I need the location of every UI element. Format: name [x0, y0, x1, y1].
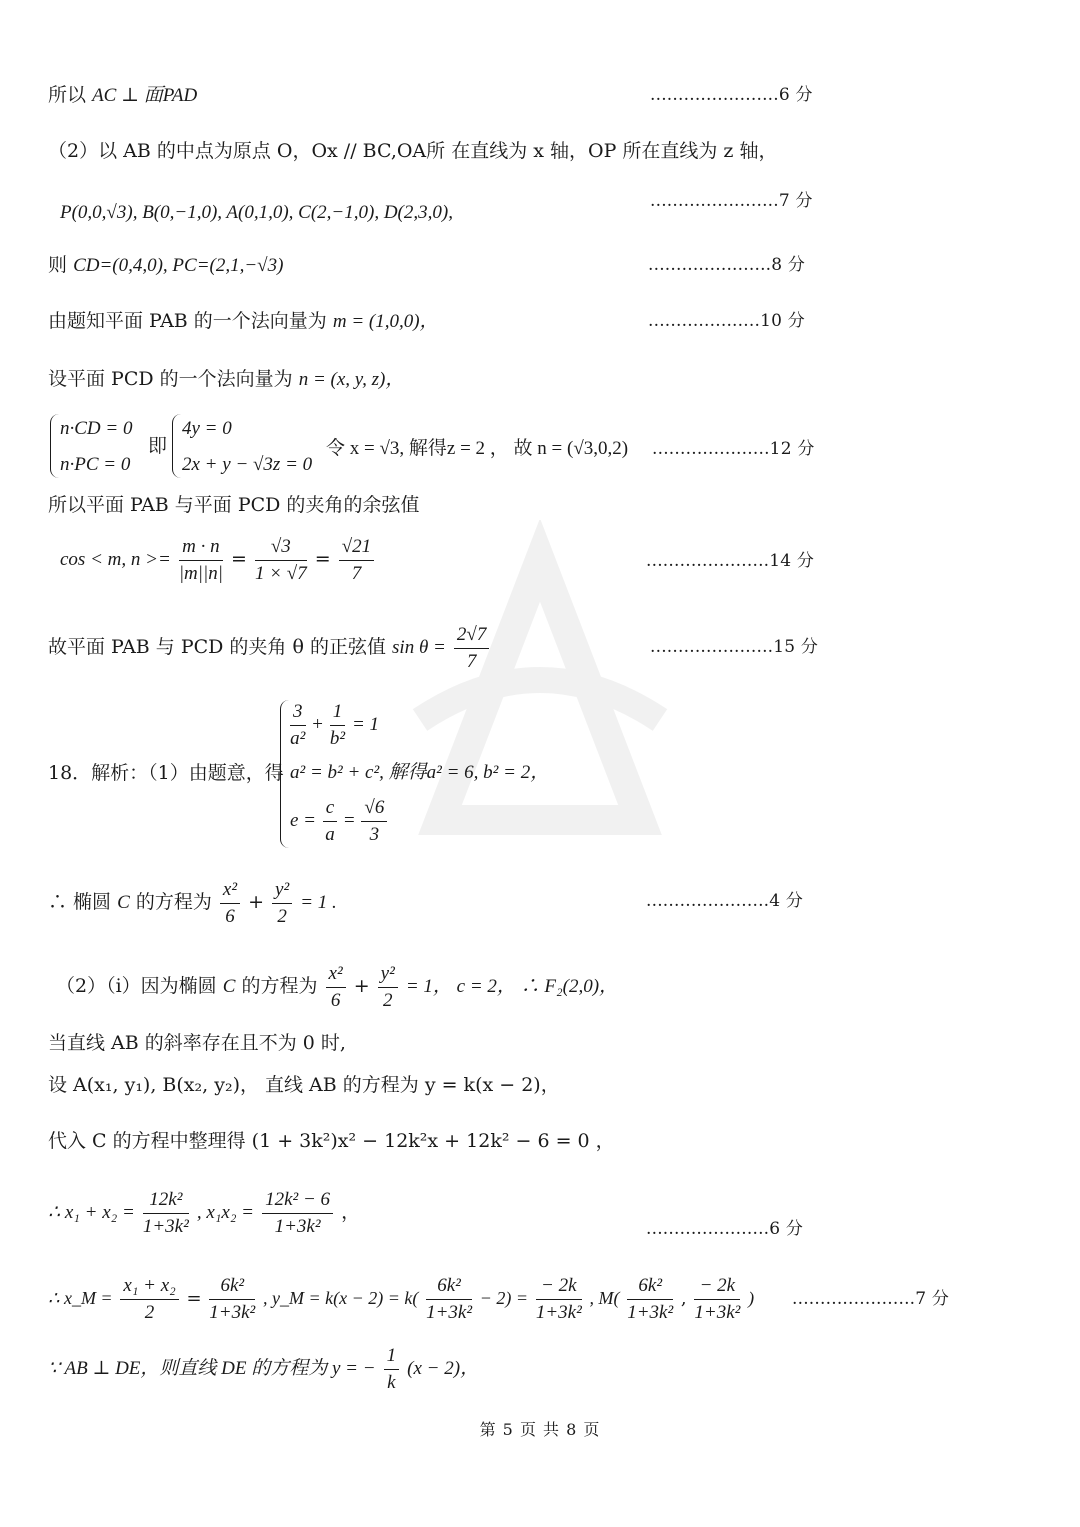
math-expression: CD=(0,4,0), PC=(2,1,−√3) — [73, 255, 284, 276]
math-expression: AC ⊥ 面PAD — [92, 85, 198, 106]
line-normal-n — [48, 366, 404, 393]
denominator: 2 — [277, 905, 287, 927]
system-eq-3: 4y = 0 — [182, 418, 232, 439]
line-line-ab: 设 A(x₁, y₁), B(x₂, y₂)， 直线 AB 的方程为 y = k(x − 2)， — [48, 1074, 560, 1096]
denominator: 2 — [144, 1301, 155, 1323]
numerator: 12k² — [143, 1188, 189, 1214]
fraction-x2-over-6 — [326, 962, 346, 1013]
fraction-sqrt21-over-7 — [339, 535, 374, 586]
text: 由题知平面 PAB 的一个法向量为 — [48, 310, 327, 332]
math-rhs: = 1 . — [300, 892, 337, 913]
line-coordinate-setup: （2）以 AB 的中点为原点 O，Ox // BC,OA所 在直线为 x 轴，OP 所在直线为 z 轴， — [48, 140, 778, 162]
numerator: 1 — [330, 700, 346, 726]
numerator: c — [323, 796, 337, 822]
score-7: .......................7 分 — [650, 191, 813, 211]
line-cos-formula: cos < m, n >= $\frac{m \cdot n}{|m||n|}$ = $\frac{√3}{1 \times √7}$ = $\frac{√21}{7}$ — [60, 524, 376, 595]
numerator: 2√7 — [454, 623, 489, 649]
line-solve-n: 令 x = √3, 解得z = 2 ， 故 n = (√3,0,2) — [326, 438, 629, 459]
text-prefix: ∴ 椭圆 — [48, 891, 112, 913]
fraction-c-over-a — [323, 796, 337, 847]
fraction-mx — [627, 1274, 673, 1325]
numerator: √3 — [255, 535, 307, 561]
fraction-3-over-a2 — [290, 700, 306, 751]
numerator: − 2k — [536, 1274, 582, 1300]
fraction-my — [694, 1274, 740, 1325]
math-lhs: ∴ x₁ + x₂ = — [48, 1202, 135, 1223]
numerator: y² — [272, 878, 292, 904]
fraction-ym — [536, 1274, 582, 1325]
math-tail: (x − 2)， — [407, 1358, 480, 1379]
fraction-sqrt3-over-sqrt7 — [255, 535, 307, 586]
score-10: ....................10 分 — [648, 311, 805, 331]
math-rhs: = 1， c = 2， ∴ F₂(2,0)， — [405, 976, 619, 997]
denominator: k — [387, 1371, 396, 1393]
numerator: 12k² − 6 — [262, 1188, 333, 1214]
numerator: √6 — [361, 796, 387, 822]
line-slope-condition: 当直线 AB 的斜率存在且不为 0 时, — [48, 1032, 346, 1054]
denominator: 7 — [351, 562, 362, 584]
numerator: 6k² — [209, 1274, 255, 1300]
fraction-y2-over-2 — [378, 962, 398, 1013]
system-eq-1: n·CD = 0 — [60, 418, 133, 439]
numerator: 1 — [384, 1344, 400, 1370]
numerator: x² — [220, 878, 240, 904]
numerator: √21 — [339, 535, 374, 561]
line-point-coordinates: P(0,0,√3), B(0,−1,0), A(0,1,0), C(2,−1,0), D(2,3,0), — [60, 202, 453, 223]
numerator: 6k² — [426, 1274, 472, 1300]
denominator: 1+3k² — [627, 1301, 674, 1323]
score-6b: ......................6 分 — [646, 1219, 804, 1239]
numerator: − 2k — [694, 1274, 740, 1300]
denominator: 1 × √7 — [254, 562, 307, 584]
math-lhs: cos < m, n >= — [60, 549, 171, 570]
numerator: 6k² — [627, 1274, 673, 1300]
line-vectors-cd-pc — [48, 252, 283, 279]
line-ac-perp-pad — [48, 82, 197, 109]
line-part2-focus: （2）（i）因为椭圆 C 的方程为 $\frac{\text{x²}}{6}$ + $\frac{\text{y²}}{2}$ = 1， c = 2， ∴ F₂(2,0)， — [56, 962, 619, 1011]
fraction-dot-over-abs — [179, 535, 223, 586]
score-8: ......................8 分 — [648, 255, 806, 275]
numerator: x² — [326, 962, 346, 988]
math-rhs: = 1 — [351, 713, 380, 735]
text-prefix: 所以 — [48, 84, 87, 106]
text-ji: 即 — [148, 436, 168, 457]
fraction-sqrt6-over-3 — [361, 796, 387, 847]
score-6: .......................6 分 — [650, 85, 813, 105]
text: 的方程为 — [241, 975, 318, 997]
left-brace — [172, 414, 181, 478]
left-brace — [50, 414, 59, 478]
system-eq-eccentricity: e = $\frac{c}{a}$ = $\frac{√6}{3}$ — [290, 796, 389, 847]
denominator: 1+3k² — [694, 1301, 741, 1323]
fraction-x2-over-6 — [220, 878, 240, 929]
math-mid: − 2) = — [479, 1288, 529, 1308]
fraction-2sqrt7-over-7 — [454, 623, 489, 674]
score-15: ......................15 分 — [650, 637, 819, 657]
system-eq-ellipse-point: $\frac{3}{\text{a²}}$ + $\frac{1}{\text{b²}}$ = 1 — [290, 701, 380, 749]
line-de-equation — [48, 1340, 479, 1397]
denominator: 1+3k² — [426, 1301, 473, 1323]
fraction-y2-over-2 — [272, 878, 292, 929]
text: 故平面 PAB 与 PCD 的夹角 θ 的正弦值 — [48, 636, 386, 658]
denominator: a — [325, 824, 335, 845]
line-sin-result — [48, 618, 491, 677]
denominator: b² — [329, 728, 346, 749]
math-expression: m = (1,0,0)， — [332, 311, 439, 332]
denominator: 1+3k² — [209, 1301, 256, 1323]
math-lhs: sin θ = — [392, 637, 446, 658]
denominator: 3 — [369, 824, 380, 845]
denominator: 6 — [330, 989, 341, 1011]
math-mid: , y_M = k(x − 2) = k( — [262, 1288, 419, 1308]
text: 设平面 PCD 的一个法向量为 — [48, 368, 293, 390]
fraction-half-sum — [120, 1274, 178, 1325]
math-tail: ) — [748, 1288, 755, 1308]
math-prefix: ∵ AB ⊥ DE，则直线 DE 的方程为 y = − — [48, 1358, 376, 1379]
denominator: 1+3k² — [274, 1215, 321, 1237]
line-vieta — [48, 1184, 360, 1241]
denominator: 2 — [382, 989, 393, 1011]
math-lhs: ∴ x_M = — [48, 1288, 113, 1308]
denominator: |m||n| — [178, 562, 223, 584]
score-7b: ......................7 分 — [792, 1289, 950, 1309]
score-14: ......................14 分 — [646, 551, 815, 571]
score-4: ......................4 分 — [646, 891, 804, 911]
denominator: 7 — [466, 650, 477, 672]
fraction-inner — [426, 1274, 472, 1325]
text: 的方程为 — [135, 891, 212, 913]
denominator: 6 — [225, 905, 235, 927]
numerator: m · n — [179, 535, 223, 561]
math-lhs: e = — [290, 809, 317, 831]
math-symbol: C — [117, 892, 130, 913]
numerator: 3 — [290, 700, 306, 726]
fraction-1-over-b2 — [330, 700, 346, 751]
numerator: x₁ + x₂ — [120, 1274, 178, 1300]
math-mid: , x₁x₂ = — [196, 1202, 255, 1223]
math-expression: n = (x, y, z)， — [298, 369, 405, 390]
denominator: 1+3k² — [535, 1301, 582, 1323]
line-ellipse-equation: ∴ 椭圆 C 的方程为 $\frac{\text{x²}}{6}$ + $\frac{\text{y²}}{2}$ = 1 . — [48, 878, 337, 927]
line-normal-m — [48, 308, 439, 335]
math-symbol: C — [222, 976, 236, 997]
system-eq-2: n·PC = 0 — [60, 454, 131, 475]
line-midpoint-m: ∴ x_M = $\frac{\text{x₁ + x₂}}{2}$ = $\frac{\text{6k²}}{\text{1+3k²}}$ , y_M = k(x − 2) = k( $\frac{\text{6k²}}{\text{1+3k²}}$ − 2) = $\frac{- 2k}{\text{1+3k²}}$ , M( $\frac{\text{6k²}}{\text{1+3k²}}$ , $\frac{- 2k}{\text{1+3k²}}$ ) — [48, 1274, 755, 1323]
text-tail: ， — [341, 1201, 361, 1223]
math-mid: , M( — [589, 1288, 620, 1308]
text-prefix: （2）（i）因为椭圆 — [56, 975, 217, 997]
denominator: a² — [290, 728, 306, 749]
line-cos-intro: 所以平面 PAB 与平面 PCD 的夹角的余弦值 — [48, 494, 420, 516]
score-12: .....................12 分 — [652, 439, 815, 459]
watermark-icon — [380, 520, 700, 880]
page-footer: 第 5 页 共 8 页 — [479, 1420, 601, 1439]
fraction-xm — [209, 1274, 255, 1325]
text-prefix: 则 — [48, 254, 68, 276]
fraction-1-over-k — [384, 1344, 400, 1395]
denominator: 1+3k² — [142, 1215, 189, 1237]
line-problem-18-intro: 18．解析：（1）由题意，得 — [48, 762, 284, 784]
system-eq-abc: a² = b² + c², 解得a² = 6, b² = 2， — [290, 762, 550, 783]
numerator: y² — [378, 962, 398, 988]
system-eq-4: 2x + y − √3z = 0 — [182, 454, 313, 475]
line-substitution: 代入 C 的方程中整理得 (1 + 3k²)x² − 12k²x + 12k² − 6 = 0 ， — [48, 1130, 615, 1152]
fraction-sum — [143, 1188, 189, 1239]
fraction-product — [262, 1188, 333, 1239]
